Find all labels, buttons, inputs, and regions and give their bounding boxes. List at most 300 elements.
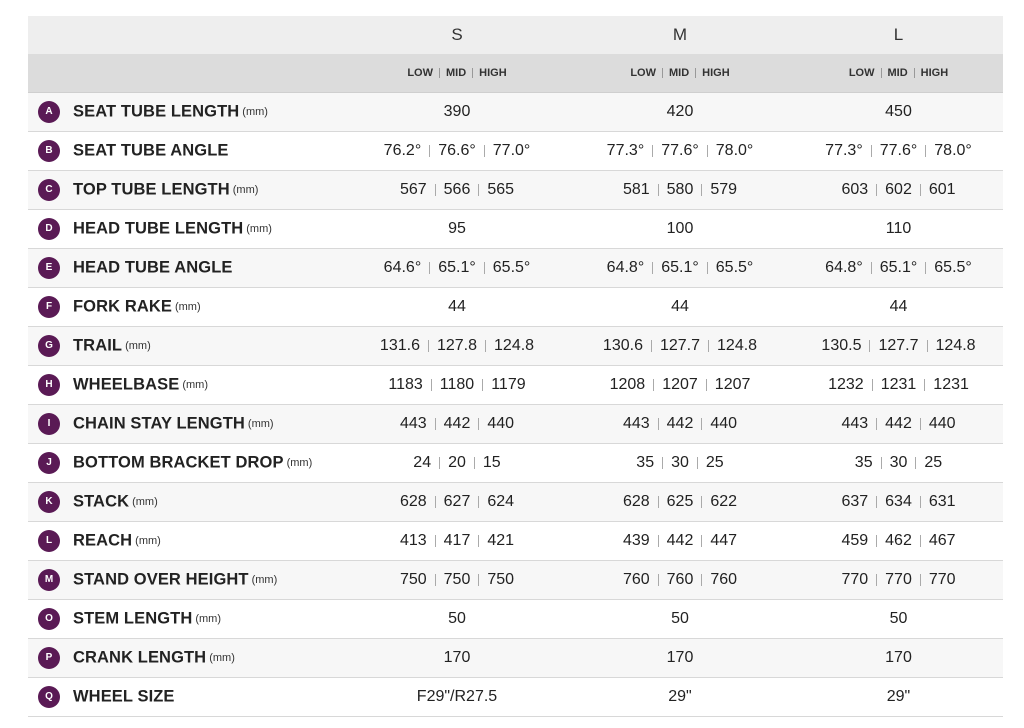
value: 30 bbox=[889, 454, 908, 471]
value: 77.0° bbox=[492, 142, 531, 159]
size-header-m: M bbox=[566, 16, 794, 54]
value-cell-m bbox=[566, 93, 794, 132]
value-separator bbox=[697, 457, 698, 469]
row-name: WHEEL SIZE bbox=[73, 687, 175, 706]
value-cell-m bbox=[566, 171, 794, 210]
value: 25 bbox=[924, 454, 943, 471]
value-separator bbox=[872, 379, 873, 391]
value-separator bbox=[915, 457, 916, 469]
value: 29" bbox=[668, 688, 692, 705]
value: 78.0° bbox=[934, 142, 972, 159]
value-separator bbox=[871, 262, 872, 274]
value: 64.8° bbox=[825, 259, 863, 276]
value-cell-s bbox=[348, 93, 566, 132]
value-separator bbox=[701, 418, 702, 430]
value: 442 bbox=[666, 415, 694, 432]
position-label-high: HIGH bbox=[920, 67, 949, 79]
value-separator bbox=[651, 340, 652, 352]
row-unit: (mm) bbox=[195, 613, 222, 625]
value-separator bbox=[662, 457, 663, 469]
value-cell-m bbox=[566, 600, 794, 639]
value: 442 bbox=[443, 415, 471, 432]
value: 567 bbox=[399, 181, 427, 198]
value: 601 bbox=[928, 181, 956, 198]
value-separator bbox=[429, 145, 430, 157]
value: 770 bbox=[885, 571, 912, 588]
value: 24 bbox=[413, 454, 432, 471]
value: 95 bbox=[448, 220, 466, 237]
row-letter-badge: J bbox=[38, 452, 60, 474]
value: 29" bbox=[886, 688, 911, 705]
value-separator bbox=[708, 340, 709, 352]
value-cell-m bbox=[566, 327, 794, 366]
value-separator bbox=[435, 496, 436, 508]
row-letter-badge: C bbox=[38, 179, 60, 201]
value: 603 bbox=[841, 181, 869, 198]
value-separator bbox=[658, 418, 659, 430]
value-separator bbox=[927, 340, 928, 352]
value: 1231 bbox=[880, 376, 917, 393]
value-separator bbox=[920, 496, 921, 508]
value: 20 bbox=[448, 454, 466, 471]
value: 110 bbox=[885, 220, 912, 237]
row-unit: (mm) bbox=[286, 457, 313, 469]
value: 628 bbox=[622, 493, 650, 510]
value-cell-s bbox=[348, 405, 566, 444]
table-row bbox=[28, 405, 1003, 444]
value-separator bbox=[428, 340, 429, 352]
value-cell-m bbox=[566, 444, 794, 483]
value-separator bbox=[478, 418, 479, 430]
position-separator bbox=[695, 68, 696, 78]
value-separator bbox=[482, 379, 483, 391]
value: 130.6 bbox=[602, 337, 643, 354]
value-cell-l bbox=[794, 522, 1003, 561]
row-unit: (mm) bbox=[242, 106, 268, 118]
row-name: TRAIL bbox=[73, 336, 123, 355]
value: 760 bbox=[666, 571, 694, 588]
value-separator bbox=[435, 574, 436, 586]
value-separator bbox=[920, 574, 921, 586]
value-separator bbox=[920, 184, 921, 196]
value: 1207 bbox=[714, 376, 751, 393]
row-label bbox=[28, 132, 348, 171]
value-separator bbox=[658, 535, 659, 547]
value: 127.7 bbox=[878, 337, 919, 354]
position-labels-s bbox=[348, 54, 566, 93]
value: 77.3° bbox=[825, 142, 863, 159]
value: 760 bbox=[622, 571, 650, 588]
table-row bbox=[28, 93, 1003, 132]
row-name: SEAT TUBE LENGTH bbox=[73, 102, 240, 121]
value: 1179 bbox=[491, 376, 526, 393]
value: 30 bbox=[671, 454, 689, 471]
value-separator bbox=[435, 184, 436, 196]
row-unit: (mm) bbox=[232, 184, 259, 196]
geometry-table-container bbox=[28, 16, 1003, 717]
table-row bbox=[28, 171, 1003, 210]
value: 634 bbox=[885, 493, 912, 510]
value: 1232 bbox=[828, 376, 864, 393]
value-cell-l bbox=[794, 132, 1003, 171]
value: 35 bbox=[636, 454, 655, 471]
table-row bbox=[28, 678, 1003, 717]
value: 459 bbox=[841, 532, 869, 549]
value: 602 bbox=[885, 181, 912, 198]
value: 450 bbox=[885, 103, 912, 120]
value-separator bbox=[920, 418, 921, 430]
value: 124.8 bbox=[717, 337, 758, 354]
row-label bbox=[28, 249, 348, 288]
value-cell-l bbox=[794, 210, 1003, 249]
row-label bbox=[28, 483, 348, 522]
row-unit: (mm) bbox=[135, 535, 161, 547]
value-separator bbox=[701, 535, 702, 547]
value-separator bbox=[478, 574, 479, 586]
value-cell-s bbox=[348, 132, 566, 171]
value: 130.5 bbox=[821, 337, 862, 354]
value: 124.8 bbox=[935, 337, 976, 354]
value-cell-l bbox=[794, 600, 1003, 639]
position-label-mid: MID bbox=[446, 67, 467, 79]
value: F29"/R27.5 bbox=[416, 688, 498, 705]
value-separator bbox=[925, 145, 926, 157]
value-cell-s bbox=[348, 366, 566, 405]
position-labels-m bbox=[566, 54, 794, 93]
row-name: CHAIN STAY LENGTH bbox=[73, 414, 245, 433]
value: 127.7 bbox=[659, 337, 701, 354]
value-separator bbox=[435, 535, 436, 547]
row-label bbox=[28, 405, 348, 444]
value: 78.0° bbox=[715, 142, 754, 159]
row-letter-badge: A bbox=[38, 101, 60, 123]
value-cell-s bbox=[348, 600, 566, 639]
row-label bbox=[28, 600, 348, 639]
value: 439 bbox=[622, 532, 650, 549]
row-letter-badge: B bbox=[38, 140, 60, 162]
value: 65.5° bbox=[934, 259, 972, 276]
value-separator bbox=[701, 496, 702, 508]
value-separator bbox=[869, 340, 870, 352]
value: 15 bbox=[482, 454, 501, 471]
value-separator bbox=[431, 379, 432, 391]
value: 440 bbox=[710, 415, 738, 432]
value: 625 bbox=[666, 493, 694, 510]
value-separator bbox=[478, 184, 479, 196]
table-row bbox=[28, 600, 1003, 639]
value: 1207 bbox=[662, 376, 698, 393]
value: 443 bbox=[622, 415, 650, 432]
row-label bbox=[28, 561, 348, 600]
value-cell-m bbox=[566, 678, 794, 717]
value-separator bbox=[881, 457, 882, 469]
position-label-low: LOW bbox=[407, 67, 433, 79]
value: 440 bbox=[487, 415, 515, 432]
table-row bbox=[28, 639, 1003, 678]
row-letter-badge: I bbox=[38, 413, 60, 435]
table-row bbox=[28, 327, 1003, 366]
row-unit: (mm) bbox=[174, 301, 201, 313]
value-separator bbox=[925, 262, 926, 274]
value-cell-m bbox=[566, 210, 794, 249]
row-unit: (mm) bbox=[132, 496, 158, 508]
value-cell-l bbox=[794, 444, 1003, 483]
value-separator bbox=[706, 379, 707, 391]
row-unit: (mm) bbox=[182, 379, 208, 391]
row-letter-badge: M bbox=[38, 569, 60, 591]
value-separator bbox=[474, 457, 475, 469]
value-cell-s bbox=[348, 327, 566, 366]
value: 170 bbox=[666, 649, 694, 666]
value-separator bbox=[658, 184, 659, 196]
value: 581 bbox=[622, 181, 650, 198]
value-separator bbox=[876, 184, 877, 196]
row-label bbox=[28, 210, 348, 249]
value: 170 bbox=[443, 649, 471, 666]
value-separator bbox=[484, 145, 485, 157]
value: 76.6° bbox=[438, 142, 476, 159]
value: 44 bbox=[889, 298, 908, 315]
row-label bbox=[28, 678, 348, 717]
value-cell-s bbox=[348, 171, 566, 210]
value: 77.3° bbox=[606, 142, 645, 159]
value-separator bbox=[701, 184, 702, 196]
value-cell-s bbox=[348, 210, 566, 249]
value-separator bbox=[920, 535, 921, 547]
value: 1180 bbox=[439, 376, 475, 393]
value: 77.6° bbox=[879, 142, 918, 159]
value: 770 bbox=[928, 571, 956, 588]
value: 750 bbox=[487, 571, 515, 588]
value: 628 bbox=[399, 493, 427, 510]
table-row bbox=[28, 210, 1003, 249]
value-separator bbox=[876, 496, 877, 508]
value-cell-l bbox=[794, 405, 1003, 444]
value-cell-m bbox=[566, 132, 794, 171]
value: 442 bbox=[666, 532, 694, 549]
value: 750 bbox=[443, 571, 471, 588]
value: 127.8 bbox=[436, 337, 478, 354]
value: 65.1° bbox=[879, 259, 918, 276]
value-cell-s bbox=[348, 444, 566, 483]
value-cell-s bbox=[348, 639, 566, 678]
position-header-row bbox=[28, 54, 1003, 93]
row-name: STACK bbox=[73, 492, 130, 511]
value-separator bbox=[652, 262, 653, 274]
value: 25 bbox=[705, 454, 724, 471]
row-letter-badge: D bbox=[38, 218, 60, 240]
position-label-mid: MID bbox=[887, 67, 908, 79]
value: 637 bbox=[841, 493, 869, 510]
value-cell-l bbox=[794, 639, 1003, 678]
position-labels-l bbox=[794, 54, 1003, 93]
value: 443 bbox=[841, 415, 869, 432]
value: 170 bbox=[885, 649, 912, 666]
row-unit: (mm) bbox=[246, 223, 272, 235]
value-separator bbox=[435, 418, 436, 430]
row-unit: (mm) bbox=[251, 574, 278, 586]
position-label-high: HIGH bbox=[479, 67, 507, 79]
value: 770 bbox=[841, 571, 869, 588]
value-separator bbox=[485, 340, 486, 352]
row-letter-badge: K bbox=[38, 491, 60, 513]
value: 565 bbox=[487, 181, 515, 198]
table-row bbox=[28, 249, 1003, 288]
row-name: BOTTOM BRACKET DROP bbox=[73, 453, 284, 472]
row-letter-badge: H bbox=[38, 374, 60, 396]
table-row bbox=[28, 132, 1003, 171]
value: 131.6 bbox=[379, 337, 420, 354]
value: 50 bbox=[448, 610, 466, 627]
value-separator bbox=[478, 535, 479, 547]
value: 421 bbox=[487, 532, 515, 549]
value-separator bbox=[484, 262, 485, 274]
position-separator bbox=[439, 68, 440, 78]
value-cell-m bbox=[566, 288, 794, 327]
position-label-high: HIGH bbox=[702, 67, 730, 79]
row-label bbox=[28, 327, 348, 366]
value: 77.6° bbox=[661, 142, 699, 159]
value-separator bbox=[439, 457, 440, 469]
value: 440 bbox=[928, 415, 956, 432]
value: 65.1° bbox=[661, 259, 699, 276]
value-cell-m bbox=[566, 366, 794, 405]
row-label bbox=[28, 171, 348, 210]
value-separator bbox=[876, 535, 877, 547]
value-cell-m bbox=[566, 639, 794, 678]
position-separator bbox=[472, 68, 473, 78]
value-cell-s bbox=[348, 249, 566, 288]
table-row bbox=[28, 483, 1003, 522]
value: 50 bbox=[671, 610, 689, 627]
value: 420 bbox=[666, 103, 694, 120]
geometry-table-body bbox=[28, 93, 1003, 717]
header-blank bbox=[28, 16, 348, 54]
value-cell-l bbox=[794, 366, 1003, 405]
value-cell-l bbox=[794, 327, 1003, 366]
row-unit: (mm) bbox=[247, 418, 274, 430]
row-name: TOP TUBE LENGTH bbox=[73, 180, 230, 199]
row-label bbox=[28, 366, 348, 405]
size-header-row bbox=[28, 16, 1003, 54]
value: 624 bbox=[487, 493, 515, 510]
value-cell-m bbox=[566, 561, 794, 600]
table-row bbox=[28, 444, 1003, 483]
row-label bbox=[28, 639, 348, 678]
row-unit: (mm) bbox=[125, 340, 151, 352]
value: 390 bbox=[443, 103, 471, 120]
position-label-low: LOW bbox=[848, 67, 875, 79]
value-separator bbox=[876, 418, 877, 430]
value-cell-s bbox=[348, 522, 566, 561]
value-separator bbox=[924, 379, 925, 391]
row-letter-badge: F bbox=[38, 296, 60, 318]
value: 44 bbox=[671, 298, 689, 315]
table-row bbox=[28, 561, 1003, 600]
geometry-table bbox=[28, 16, 1003, 717]
value: 44 bbox=[448, 298, 466, 315]
row-name: SEAT TUBE ANGLE bbox=[73, 141, 229, 160]
value: 50 bbox=[889, 610, 908, 627]
value: 65.5° bbox=[492, 259, 531, 276]
row-letter-badge: O bbox=[38, 608, 60, 630]
position-label-low: LOW bbox=[630, 67, 656, 79]
value-separator bbox=[653, 379, 654, 391]
position-header-blank bbox=[28, 54, 348, 93]
value-cell-m bbox=[566, 522, 794, 561]
value-separator bbox=[871, 145, 872, 157]
value-cell-l bbox=[794, 93, 1003, 132]
row-name: STEM LENGTH bbox=[73, 609, 193, 628]
value: 124.8 bbox=[494, 337, 535, 354]
row-letter-badge: P bbox=[38, 647, 60, 669]
value-separator bbox=[658, 574, 659, 586]
row-name: WHEELBASE bbox=[73, 375, 180, 394]
row-label bbox=[28, 522, 348, 561]
value: 1208 bbox=[609, 376, 646, 393]
value-cell-s bbox=[348, 561, 566, 600]
value-cell-m bbox=[566, 249, 794, 288]
value-separator bbox=[658, 496, 659, 508]
position-separator bbox=[914, 68, 915, 78]
value-cell-l bbox=[794, 171, 1003, 210]
row-letter-badge: G bbox=[38, 335, 60, 357]
value: 1231 bbox=[933, 376, 969, 393]
value-separator bbox=[429, 262, 430, 274]
position-label-mid: MID bbox=[669, 67, 690, 79]
position-separator bbox=[881, 68, 882, 78]
value: 64.6° bbox=[383, 259, 422, 276]
value: 631 bbox=[928, 493, 956, 510]
row-letter-badge: L bbox=[38, 530, 60, 552]
value-cell-l bbox=[794, 678, 1003, 717]
value: 64.8° bbox=[606, 259, 645, 276]
table-row bbox=[28, 366, 1003, 405]
size-header-l: L bbox=[794, 16, 1003, 54]
row-letter-badge: Q bbox=[38, 686, 60, 708]
row-name: CRANK LENGTH bbox=[73, 648, 207, 667]
value-separator bbox=[707, 262, 708, 274]
value-cell-s bbox=[348, 288, 566, 327]
value-separator bbox=[876, 574, 877, 586]
value-separator bbox=[652, 145, 653, 157]
value: 447 bbox=[710, 532, 738, 549]
value: 627 bbox=[443, 493, 471, 510]
value: 100 bbox=[666, 220, 694, 237]
value: 1183 bbox=[388, 376, 423, 393]
value: 413 bbox=[399, 532, 427, 549]
row-label bbox=[28, 93, 348, 132]
value: 417 bbox=[443, 532, 471, 549]
row-name: STAND OVER HEIGHT bbox=[73, 570, 249, 589]
value: 443 bbox=[399, 415, 427, 432]
row-unit: (mm) bbox=[209, 652, 235, 664]
position-separator bbox=[662, 68, 663, 78]
value-separator bbox=[701, 574, 702, 586]
value: 622 bbox=[710, 493, 738, 510]
value-cell-l bbox=[794, 483, 1003, 522]
value-cell-l bbox=[794, 561, 1003, 600]
row-name: HEAD TUBE ANGLE bbox=[73, 258, 233, 277]
value: 442 bbox=[885, 415, 912, 432]
value: 750 bbox=[399, 571, 427, 588]
value-cell-m bbox=[566, 405, 794, 444]
row-name: REACH bbox=[73, 531, 133, 550]
value: 65.5° bbox=[715, 259, 754, 276]
value-cell-s bbox=[348, 483, 566, 522]
size-header-s: S bbox=[348, 16, 566, 54]
value: 580 bbox=[666, 181, 694, 198]
